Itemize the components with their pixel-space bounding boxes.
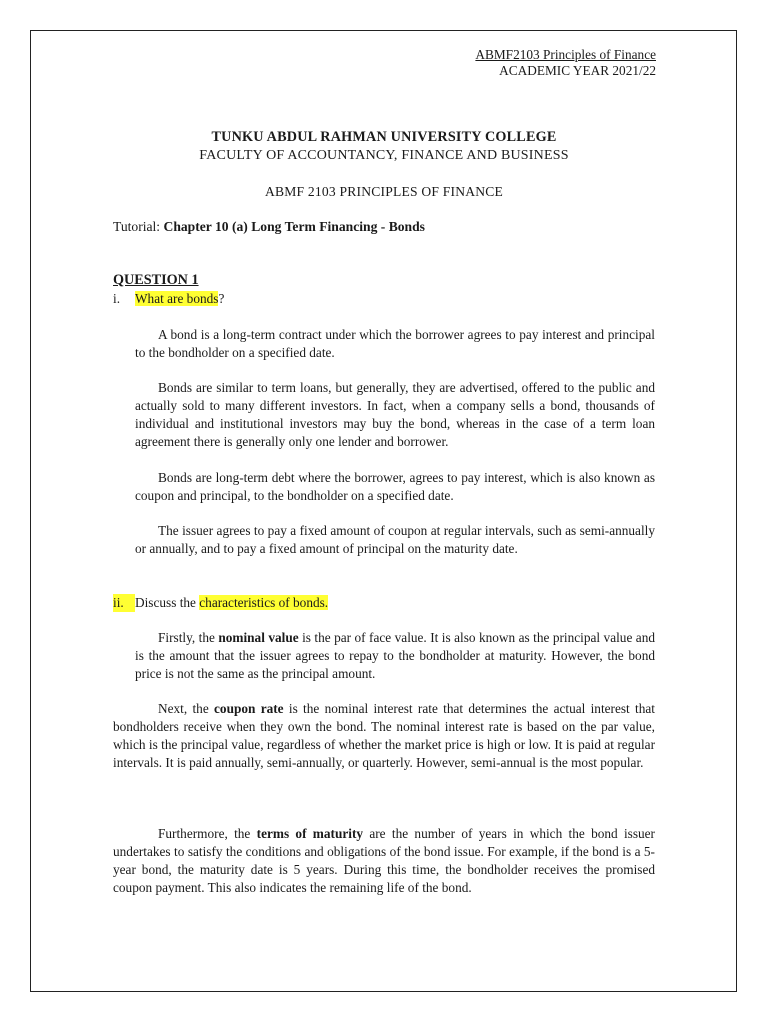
answer-paragraph-1: A bond is a long-term contract under which the borrower agrees to pay interest and principal to the bondholder on a specified date. — [135, 327, 655, 360]
faculty-name: FACULTY OF ACCOUNTANCY, FINANCE AND BUSINESS — [199, 148, 569, 163]
university-name: TUNKU ABDUL RAHMAN UNIVERSITY COLLEGE — [211, 129, 557, 145]
highlighted-question: What are bonds — [135, 291, 219, 306]
question-heading: QUESTION 1 — [113, 272, 199, 288]
part-number: ii. — [113, 594, 135, 612]
tutorial-line — [113, 219, 425, 235]
answer-paragraph-4: The issuer agrees to pay a fixed amount of coupon at regular intervals, such as semi-annually or annually, and to pay a fixed amount of principal on the maturity date. — [135, 523, 655, 556]
part-number: i. — [113, 291, 121, 306]
tutorial-label: Tutorial: — [113, 219, 164, 234]
header-course: ABMF2103 Principles of Finance — [475, 47, 656, 62]
document-header — [475, 47, 656, 79]
tutorial-chapter: Chapter 10 (a) Long Term Financing - Bonds — [163, 219, 425, 234]
question-prefix: Discuss the — [135, 595, 200, 610]
coupon-rate-paragraph: Next, the coupon rate is the nominal interest rate that determines the actual interest that bondholders receive when they own the bond. The nominal interest rate is based on the par value, which is the principal value, regardless of whether the market price is high or low. It is paid at regular intervals. It is paid annually, semi-annually, or quarterly. However, semi-annual is the most popular. — [113, 701, 655, 770]
term-coupon-rate: coupon rate — [214, 701, 284, 716]
highlighted-question: characteristics of bonds. — [199, 595, 329, 610]
answer-paragraph-3: Bonds are long-term debt where the borrower, agrees to pay interest, which is also known as coupon and principal, to the bondholder on a specified date. — [135, 470, 655, 503]
nominal-value-paragraph: Firstly, the nominal value is the par of face value. It is also known as the principal value and is the amount that the issuer agrees to repay to the bondholder at maturity. However, the bond price is not the same as the principal amount. — [135, 630, 655, 681]
question-suffix: ? — [218, 291, 225, 306]
maturity-paragraph: Furthermore, the terms of maturity are the number of years in which the bond issuer undertakes to satisfy the conditions and obligations of the bond issue. For example, if the bond is a 5-year bond, the maturity date is 5 years. During this time, the bondholder receives the promised coupon payment. This also indicates the remaining life of the bond. — [113, 826, 655, 895]
term-maturity: terms of maturity — [256, 826, 364, 841]
header-academic-year: ACADEMIC YEAR 2021/22 — [499, 63, 656, 78]
answer-paragraph-2: Bonds are similar to term loans, but generally, they are advertised, offered to the public and actually sold to many different investors. In fact, when a company sells a bond, thousands of individual and institutional investors may buy the bond, whereas in the case of a term loan agreement there is generally only one lender and borrower. — [135, 380, 655, 449]
term-nominal-value: nominal value — [218, 630, 299, 645]
question-part-ii — [113, 594, 328, 612]
course-title: ABMF 2103 PRINCIPLES OF FINANCE — [264, 184, 504, 199]
question-part-i — [113, 290, 224, 308]
